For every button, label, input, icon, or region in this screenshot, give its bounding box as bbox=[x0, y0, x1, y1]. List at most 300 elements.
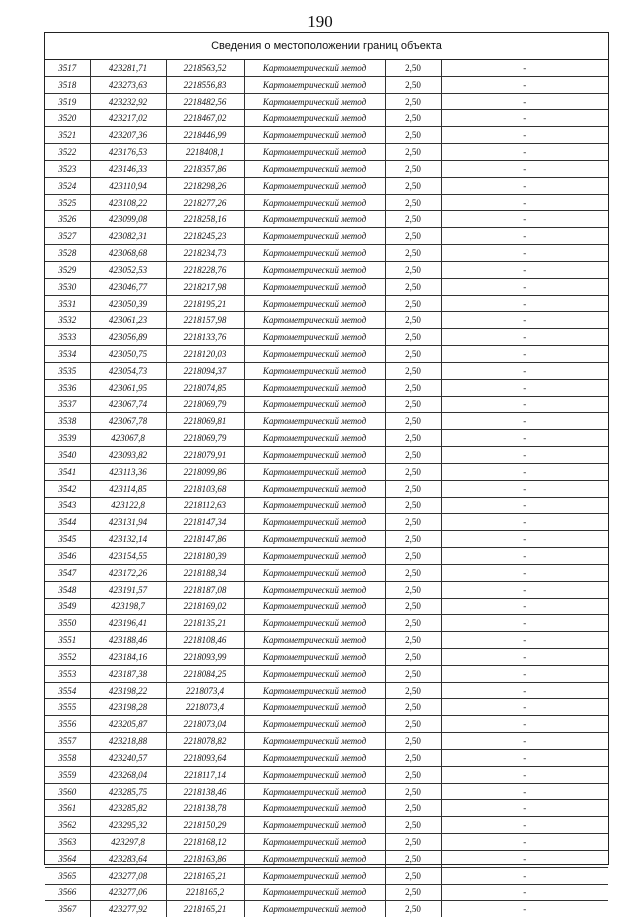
accuracy-cell: 2,50 bbox=[385, 430, 441, 447]
x-coordinate-cell: 423052,53 bbox=[90, 261, 166, 278]
y-coordinate-cell: 2218108,46 bbox=[166, 632, 244, 649]
x-coordinate-cell: 423205,87 bbox=[90, 716, 166, 733]
note-cell: - bbox=[441, 295, 608, 312]
method-cell: Картометрический метод bbox=[244, 346, 385, 363]
method-cell: Картометрический метод bbox=[244, 278, 385, 295]
table-row bbox=[45, 699, 608, 716]
point-number-cell: 3564 bbox=[45, 850, 90, 867]
method-cell: Картометрический метод bbox=[244, 447, 385, 464]
table-row bbox=[45, 783, 608, 800]
x-coordinate-cell: 423277,08 bbox=[90, 867, 166, 884]
point-number-cell: 3546 bbox=[45, 548, 90, 565]
table-row bbox=[45, 228, 608, 245]
accuracy-cell: 2,50 bbox=[385, 800, 441, 817]
table-row bbox=[45, 497, 608, 514]
x-coordinate-cell: 423198,22 bbox=[90, 682, 166, 699]
accuracy-cell: 2,50 bbox=[385, 447, 441, 464]
y-coordinate-cell: 2218165,21 bbox=[166, 867, 244, 884]
table-row bbox=[45, 144, 608, 161]
accuracy-cell: 2,50 bbox=[385, 665, 441, 682]
note-cell: - bbox=[441, 396, 608, 413]
x-coordinate-cell: 423207,36 bbox=[90, 127, 166, 144]
table-row bbox=[45, 564, 608, 581]
note-cell: - bbox=[441, 581, 608, 598]
method-cell: Картометрический метод bbox=[244, 312, 385, 329]
note-cell: - bbox=[441, 177, 608, 194]
x-coordinate-cell: 423198,7 bbox=[90, 598, 166, 615]
note-cell: - bbox=[441, 379, 608, 396]
table-row bbox=[45, 329, 608, 346]
table-row bbox=[45, 480, 608, 497]
y-coordinate-cell: 2218094,37 bbox=[166, 362, 244, 379]
table-row bbox=[45, 211, 608, 228]
point-number-cell: 3524 bbox=[45, 177, 90, 194]
method-cell: Картометрический метод bbox=[244, 127, 385, 144]
table-row bbox=[45, 716, 608, 733]
method-cell: Картометрический метод bbox=[244, 733, 385, 750]
table-row bbox=[45, 884, 608, 901]
method-cell: Картометрический метод bbox=[244, 548, 385, 565]
y-coordinate-cell: 2218277,26 bbox=[166, 194, 244, 211]
accuracy-cell: 2,50 bbox=[385, 144, 441, 161]
x-coordinate-cell: 423240,57 bbox=[90, 749, 166, 766]
y-coordinate-cell: 2218228,76 bbox=[166, 261, 244, 278]
y-coordinate-cell: 2218069,79 bbox=[166, 396, 244, 413]
note-cell: - bbox=[441, 76, 608, 93]
accuracy-cell: 2,50 bbox=[385, 127, 441, 144]
table-row bbox=[45, 379, 608, 396]
accuracy-cell: 2,50 bbox=[385, 766, 441, 783]
x-coordinate-cell: 423046,77 bbox=[90, 278, 166, 295]
note-cell: - bbox=[441, 346, 608, 363]
x-coordinate-cell: 423198,28 bbox=[90, 699, 166, 716]
accuracy-cell: 2,50 bbox=[385, 245, 441, 262]
x-coordinate-cell: 423132,14 bbox=[90, 531, 166, 548]
method-cell: Картометрический метод bbox=[244, 682, 385, 699]
table-row bbox=[45, 93, 608, 110]
method-cell: Картометрический метод bbox=[244, 817, 385, 834]
y-coordinate-cell: 2218112,63 bbox=[166, 497, 244, 514]
point-number-cell: 3535 bbox=[45, 362, 90, 379]
point-number-cell: 3560 bbox=[45, 783, 90, 800]
note-cell: - bbox=[441, 463, 608, 480]
table-row bbox=[45, 733, 608, 750]
point-number-cell: 3531 bbox=[45, 295, 90, 312]
method-cell: Картометрический метод bbox=[244, 329, 385, 346]
coordinates-table-body bbox=[45, 60, 608, 917]
method-cell: Картометрический метод bbox=[244, 699, 385, 716]
method-cell: Картометрический метод bbox=[244, 60, 385, 76]
accuracy-cell: 2,50 bbox=[385, 362, 441, 379]
x-coordinate-cell: 423131,94 bbox=[90, 514, 166, 531]
point-number-cell: 3530 bbox=[45, 278, 90, 295]
table-row bbox=[45, 362, 608, 379]
method-cell: Картометрический метод bbox=[244, 867, 385, 884]
accuracy-cell: 2,50 bbox=[385, 632, 441, 649]
method-cell: Картометрический метод bbox=[244, 716, 385, 733]
table-row bbox=[45, 261, 608, 278]
note-cell: - bbox=[441, 514, 608, 531]
accuracy-cell: 2,50 bbox=[385, 850, 441, 867]
x-coordinate-cell: 423050,75 bbox=[90, 346, 166, 363]
accuracy-cell: 2,50 bbox=[385, 228, 441, 245]
y-coordinate-cell: 2218147,34 bbox=[166, 514, 244, 531]
y-coordinate-cell: 2218099,86 bbox=[166, 463, 244, 480]
x-coordinate-cell: 423188,46 bbox=[90, 632, 166, 649]
table-row bbox=[45, 850, 608, 867]
x-coordinate-cell: 423050,39 bbox=[90, 295, 166, 312]
note-cell: - bbox=[441, 648, 608, 665]
table-row bbox=[45, 800, 608, 817]
accuracy-cell: 2,50 bbox=[385, 834, 441, 851]
x-coordinate-cell: 423067,8 bbox=[90, 430, 166, 447]
method-cell: Картометрический метод bbox=[244, 901, 385, 917]
accuracy-cell: 2,50 bbox=[385, 867, 441, 884]
point-number-cell: 3522 bbox=[45, 144, 90, 161]
point-number-cell: 3543 bbox=[45, 497, 90, 514]
x-coordinate-cell: 423268,04 bbox=[90, 766, 166, 783]
point-number-cell: 3542 bbox=[45, 480, 90, 497]
x-coordinate-cell: 423172,26 bbox=[90, 564, 166, 581]
method-cell: Картометрический метод bbox=[244, 228, 385, 245]
accuracy-cell: 2,50 bbox=[385, 60, 441, 76]
note-cell: - bbox=[441, 93, 608, 110]
method-cell: Картометрический метод bbox=[244, 834, 385, 851]
x-coordinate-cell: 423122,8 bbox=[90, 497, 166, 514]
x-coordinate-cell: 423191,57 bbox=[90, 581, 166, 598]
accuracy-cell: 2,50 bbox=[385, 329, 441, 346]
table-row bbox=[45, 548, 608, 565]
accuracy-cell: 2,50 bbox=[385, 396, 441, 413]
point-number-cell: 3534 bbox=[45, 346, 90, 363]
note-cell: - bbox=[441, 497, 608, 514]
y-coordinate-cell: 2218482,56 bbox=[166, 93, 244, 110]
accuracy-cell: 2,50 bbox=[385, 733, 441, 750]
table-row bbox=[45, 127, 608, 144]
point-number-cell: 3529 bbox=[45, 261, 90, 278]
method-cell: Картометрический метод bbox=[244, 850, 385, 867]
y-coordinate-cell: 2218073,4 bbox=[166, 682, 244, 699]
accuracy-cell: 2,50 bbox=[385, 531, 441, 548]
note-cell: - bbox=[441, 850, 608, 867]
table-row bbox=[45, 834, 608, 851]
note-cell: - bbox=[441, 194, 608, 211]
table-row bbox=[45, 396, 608, 413]
boundary-info-table-frame bbox=[44, 32, 609, 915]
note-cell: - bbox=[441, 413, 608, 430]
point-number-cell: 3527 bbox=[45, 228, 90, 245]
table-row bbox=[45, 817, 608, 834]
table-row bbox=[45, 463, 608, 480]
note-cell: - bbox=[441, 312, 608, 329]
method-cell: Картометрический метод bbox=[244, 632, 385, 649]
y-coordinate-cell: 2218298,26 bbox=[166, 177, 244, 194]
y-coordinate-cell: 2218135,21 bbox=[166, 615, 244, 632]
point-number-cell: 3523 bbox=[45, 160, 90, 177]
y-coordinate-cell: 2218357,86 bbox=[166, 160, 244, 177]
y-coordinate-cell: 2218073,04 bbox=[166, 716, 244, 733]
y-coordinate-cell: 2218245,23 bbox=[166, 228, 244, 245]
accuracy-cell: 2,50 bbox=[385, 379, 441, 396]
note-cell: - bbox=[441, 245, 608, 262]
point-number-cell: 3526 bbox=[45, 211, 90, 228]
point-number-cell: 3540 bbox=[45, 447, 90, 464]
y-coordinate-cell: 2218165,21 bbox=[166, 901, 244, 917]
note-cell: - bbox=[441, 211, 608, 228]
method-cell: Картометрический метод bbox=[244, 194, 385, 211]
accuracy-cell: 2,50 bbox=[385, 211, 441, 228]
y-coordinate-cell: 2218120,03 bbox=[166, 346, 244, 363]
accuracy-cell: 2,50 bbox=[385, 564, 441, 581]
x-coordinate-cell: 423277,92 bbox=[90, 901, 166, 917]
note-cell: - bbox=[441, 278, 608, 295]
method-cell: Картометрический метод bbox=[244, 564, 385, 581]
note-cell: - bbox=[441, 362, 608, 379]
x-coordinate-cell: 423283,64 bbox=[90, 850, 166, 867]
note-cell: - bbox=[523, 904, 527, 915]
y-coordinate-cell: 2218117,14 bbox=[166, 766, 244, 783]
y-coordinate-cell: 2218084,25 bbox=[166, 665, 244, 682]
point-number-cell: 3558 bbox=[45, 749, 90, 766]
x-coordinate-cell: 423093,82 bbox=[90, 447, 166, 464]
point-number-cell: 3559 bbox=[45, 766, 90, 783]
accuracy-cell: 2,50 bbox=[385, 817, 441, 834]
accuracy-cell: 2,50 bbox=[385, 581, 441, 598]
table-row bbox=[45, 514, 608, 531]
x-coordinate-cell: 423285,82 bbox=[90, 800, 166, 817]
x-coordinate-cell: 423114,85 bbox=[90, 480, 166, 497]
note-cell: - bbox=[441, 531, 608, 548]
accuracy-cell: 2,50 bbox=[385, 76, 441, 93]
x-coordinate-cell: 423295,32 bbox=[90, 817, 166, 834]
note-cell: - bbox=[441, 615, 608, 632]
table-row bbox=[45, 632, 608, 649]
x-coordinate-cell: 423146,33 bbox=[90, 160, 166, 177]
y-coordinate-cell: 2218093,64 bbox=[166, 749, 244, 766]
note-cell: - bbox=[441, 548, 608, 565]
x-coordinate-cell: 423184,16 bbox=[90, 648, 166, 665]
point-number-cell: 3550 bbox=[45, 615, 90, 632]
table-row bbox=[45, 867, 608, 884]
method-cell: Картометрический метод bbox=[244, 598, 385, 615]
point-number-cell: 3519 bbox=[45, 93, 90, 110]
x-coordinate-cell: 423067,74 bbox=[90, 396, 166, 413]
point-number-cell: 3536 bbox=[45, 379, 90, 396]
accuracy-cell: 2,50 bbox=[385, 716, 441, 733]
y-coordinate-cell: 2218187,08 bbox=[166, 581, 244, 598]
point-number-cell: 3544 bbox=[45, 514, 90, 531]
x-coordinate-cell: 423061,23 bbox=[90, 312, 166, 329]
y-coordinate-cell: 2218073,4 bbox=[166, 699, 244, 716]
note-cell: - bbox=[441, 144, 608, 161]
accuracy-cell: 2,50 bbox=[385, 783, 441, 800]
y-coordinate-cell: 2218079,91 bbox=[166, 447, 244, 464]
y-coordinate-cell: 2218069,79 bbox=[166, 430, 244, 447]
accuracy-cell: 2,50 bbox=[385, 682, 441, 699]
method-cell: Картометрический метод bbox=[244, 480, 385, 497]
x-coordinate-cell: 423232,92 bbox=[90, 93, 166, 110]
accuracy-cell: 2,50 bbox=[385, 194, 441, 211]
point-number-cell: 3554 bbox=[45, 682, 90, 699]
table-row bbox=[45, 295, 608, 312]
y-coordinate-cell: 2218180,39 bbox=[166, 548, 244, 565]
table-row bbox=[45, 766, 608, 783]
note-cell: - bbox=[441, 884, 608, 901]
note-cell: - bbox=[441, 110, 608, 127]
x-coordinate-cell: 423056,89 bbox=[90, 329, 166, 346]
point-number-cell: 3539 bbox=[45, 430, 90, 447]
accuracy-cell: 2,50 bbox=[385, 295, 441, 312]
accuracy-cell: 2,50 bbox=[385, 480, 441, 497]
x-coordinate-cell: 423099,08 bbox=[90, 211, 166, 228]
x-coordinate-cell: 423108,22 bbox=[90, 194, 166, 211]
note-cell: - bbox=[441, 261, 608, 278]
accuracy-cell: 2,50 bbox=[385, 278, 441, 295]
table-row bbox=[45, 665, 608, 682]
point-number-cell: 3562 bbox=[45, 817, 90, 834]
accuracy-cell: 2,50 bbox=[385, 413, 441, 430]
table-row bbox=[45, 278, 608, 295]
y-coordinate-cell: 2218157,98 bbox=[166, 312, 244, 329]
accuracy-cell: 2,50 bbox=[385, 497, 441, 514]
point-number-cell: 3545 bbox=[45, 531, 90, 548]
note-cell: - bbox=[441, 598, 608, 615]
note-cell: - bbox=[441, 665, 608, 682]
method-cell: Картометрический метод bbox=[244, 110, 385, 127]
coordinates-table bbox=[45, 60, 608, 917]
accuracy-cell: 2,50 bbox=[385, 160, 441, 177]
y-coordinate-cell: 2218165,2 bbox=[166, 884, 244, 901]
point-number-cell: 3565 bbox=[45, 867, 90, 884]
point-number-cell: 3551 bbox=[45, 632, 90, 649]
y-coordinate-cell: 2218147,86 bbox=[166, 531, 244, 548]
method-cell: Картометрический метод bbox=[244, 884, 385, 901]
y-coordinate-cell: 2218133,76 bbox=[166, 329, 244, 346]
point-number-cell: 3525 bbox=[45, 194, 90, 211]
point-number-cell: 3538 bbox=[45, 413, 90, 430]
table-row bbox=[45, 901, 608, 917]
method-cell: Картометрический метод bbox=[244, 430, 385, 447]
method-cell: Картометрический метод bbox=[244, 76, 385, 93]
accuracy-cell: 2,50 bbox=[385, 93, 441, 110]
y-coordinate-cell: 2218150,29 bbox=[166, 817, 244, 834]
method-cell: Картометрический метод bbox=[244, 497, 385, 514]
y-coordinate-cell: 2218138,46 bbox=[166, 783, 244, 800]
table-row bbox=[45, 430, 608, 447]
x-coordinate-cell: 423067,78 bbox=[90, 413, 166, 430]
table-row bbox=[45, 413, 608, 430]
note-cell: - bbox=[441, 329, 608, 346]
table-row bbox=[45, 245, 608, 262]
note-cell: - bbox=[441, 480, 608, 497]
method-cell: Картометрический метод bbox=[244, 581, 385, 598]
point-number-cell: 3547 bbox=[45, 564, 90, 581]
y-coordinate-cell: 2218078,82 bbox=[166, 733, 244, 750]
table-row bbox=[45, 615, 608, 632]
x-coordinate-cell: 423068,68 bbox=[90, 245, 166, 262]
table-row bbox=[45, 60, 608, 76]
note-cell: - bbox=[441, 766, 608, 783]
y-coordinate-cell: 2218103,68 bbox=[166, 480, 244, 497]
x-coordinate-cell: 423054,73 bbox=[90, 362, 166, 379]
y-coordinate-cell: 2218169,02 bbox=[166, 598, 244, 615]
method-cell: Картометрический метод bbox=[244, 766, 385, 783]
y-coordinate-cell: 2218217,98 bbox=[166, 278, 244, 295]
x-coordinate-cell: 423285,75 bbox=[90, 783, 166, 800]
note-cell: - bbox=[441, 228, 608, 245]
x-coordinate-cell: 423196,41 bbox=[90, 615, 166, 632]
x-coordinate-cell: 423176,53 bbox=[90, 144, 166, 161]
accuracy-cell: 2,50 bbox=[385, 884, 441, 901]
point-number-cell: 3553 bbox=[45, 665, 90, 682]
table-row bbox=[45, 312, 608, 329]
method-cell: Картометрический метод bbox=[244, 295, 385, 312]
accuracy-cell: 2,50 bbox=[385, 110, 441, 127]
table-row bbox=[45, 160, 608, 177]
method-cell: Картометрический метод bbox=[244, 665, 385, 682]
method-cell: Картометрический метод bbox=[244, 211, 385, 228]
note-cell: - bbox=[441, 682, 608, 699]
point-number-cell: 3557 bbox=[45, 733, 90, 750]
table-row bbox=[45, 447, 608, 464]
note-cell: - bbox=[441, 783, 608, 800]
accuracy-cell: 2,50 bbox=[385, 548, 441, 565]
x-coordinate-cell: 423154,55 bbox=[90, 548, 166, 565]
x-coordinate-cell: 423277,06 bbox=[90, 884, 166, 901]
method-cell: Картометрический метод bbox=[244, 379, 385, 396]
method-cell: Картометрический метод bbox=[244, 463, 385, 480]
method-cell: Картометрический метод bbox=[244, 413, 385, 430]
y-coordinate-cell: 2218234,73 bbox=[166, 245, 244, 262]
x-coordinate-cell: 423217,02 bbox=[90, 110, 166, 127]
y-coordinate-cell: 2218168,12 bbox=[166, 834, 244, 851]
method-cell: Картометрический метод bbox=[244, 396, 385, 413]
point-number-cell: 3533 bbox=[45, 329, 90, 346]
note-cell: - bbox=[441, 733, 608, 750]
method-cell: Картометрический метод bbox=[244, 800, 385, 817]
method-cell: Картометрический метод bbox=[244, 261, 385, 278]
accuracy-cell: 2,50 bbox=[385, 615, 441, 632]
point-number-cell: 3520 bbox=[45, 110, 90, 127]
point-number-cell: 3552 bbox=[45, 648, 90, 665]
method-cell: Картометрический метод bbox=[244, 749, 385, 766]
method-cell: Картометрический метод bbox=[244, 177, 385, 194]
x-coordinate-cell: 423113,36 bbox=[90, 463, 166, 480]
x-coordinate-cell: 423061,95 bbox=[90, 379, 166, 396]
y-coordinate-cell: 2218467,02 bbox=[166, 110, 244, 127]
point-number-cell: 3521 bbox=[45, 127, 90, 144]
point-number-cell: 3517 bbox=[45, 60, 90, 76]
note-cell: - bbox=[441, 834, 608, 851]
note-cell: - bbox=[441, 60, 608, 76]
method-cell: Картометрический метод bbox=[244, 615, 385, 632]
note-cell: - bbox=[441, 632, 608, 649]
section-title: Сведения о местоположении границ объекта bbox=[45, 33, 608, 60]
method-cell: Картометрический метод bbox=[244, 783, 385, 800]
point-number-cell: 3549 bbox=[45, 598, 90, 615]
table-row bbox=[45, 749, 608, 766]
y-coordinate-cell: 2218163,86 bbox=[166, 850, 244, 867]
point-number-cell: 3567 bbox=[45, 901, 90, 917]
note-cell: - bbox=[441, 800, 608, 817]
note-cell: - bbox=[441, 817, 608, 834]
table-row bbox=[45, 581, 608, 598]
note-cell: - bbox=[441, 160, 608, 177]
point-number-cell: 3518 bbox=[45, 76, 90, 93]
accuracy-cell: 2,50 bbox=[385, 901, 441, 917]
point-number-cell: 3561 bbox=[45, 800, 90, 817]
accuracy-cell: 2,50 bbox=[385, 261, 441, 278]
